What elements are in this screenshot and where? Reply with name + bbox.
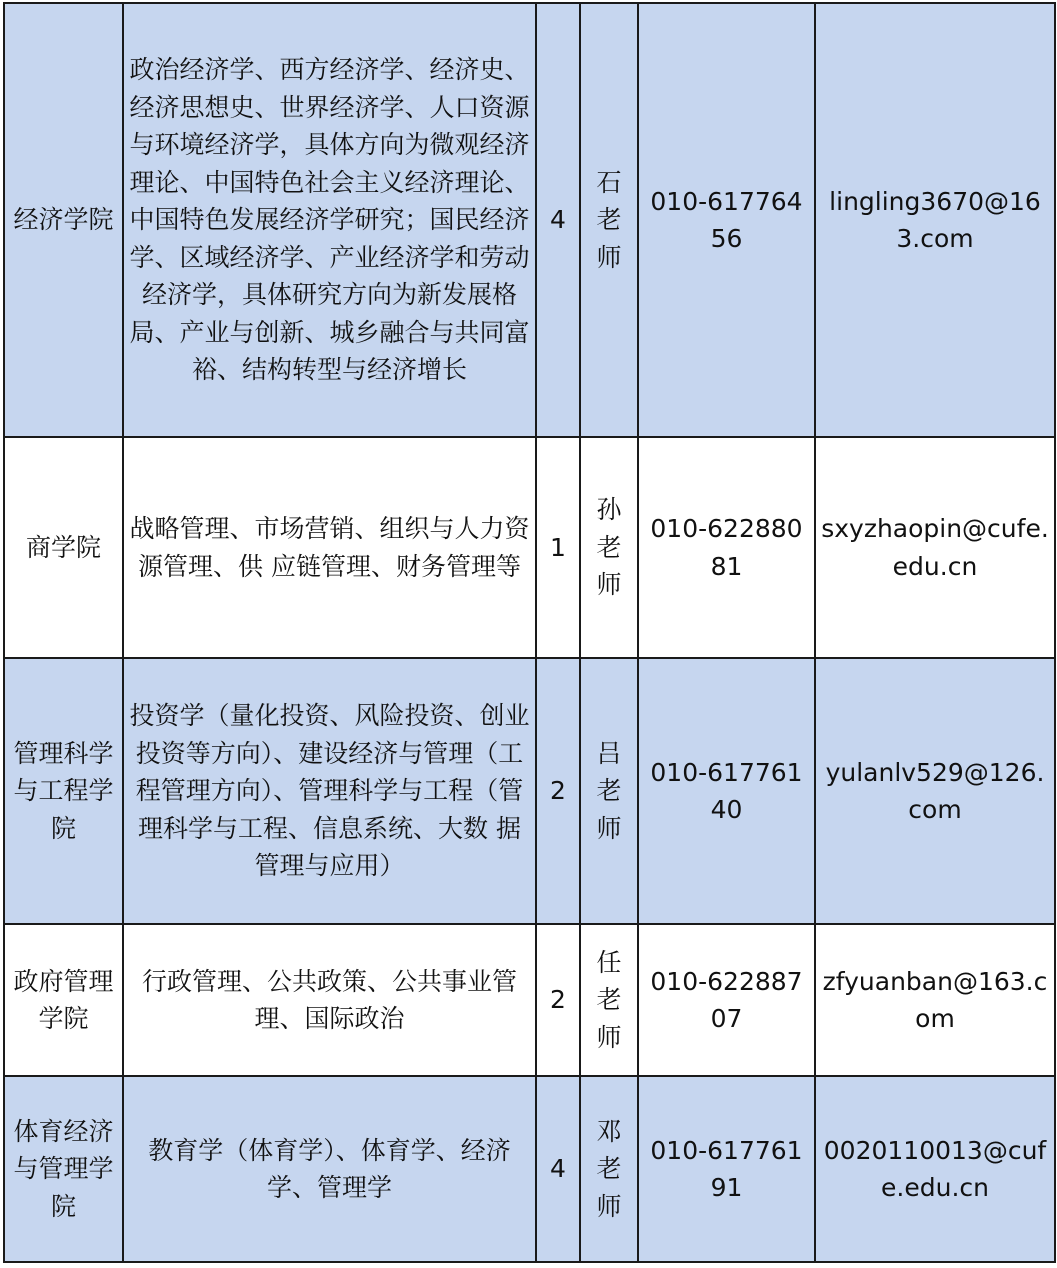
- college-cell: 体育经济与管理学院: [4, 1076, 123, 1262]
- phone-cell: 010-62288081: [638, 437, 815, 658]
- table-row: [4, 658, 1055, 924]
- table-row: [4, 1076, 1055, 1262]
- table-row: [4, 924, 1055, 1076]
- email-cell: yulanlv529@126.com: [815, 658, 1055, 924]
- teacher-name: 邓老师: [596, 1116, 622, 1221]
- majors-cell: 教育学（体育学）、体育学、经济学、管理学: [123, 1076, 536, 1262]
- recruitment-table: [3, 2, 1056, 1263]
- majors-cell: 投资学（量化投资、风险投资、创业投资等方向）、建设经济与管理（工程管理方向）、管理科学与工程（管理科学与工程、信息系统、大数 据管理与应用）: [123, 658, 536, 924]
- majors-cell: 行政管理、公共政策、公共事业管理、国际政治: [123, 924, 536, 1076]
- email-cell: zfyuanban@163.com: [815, 924, 1055, 1076]
- college-cell: 政府管理学院: [4, 924, 123, 1076]
- teacher-name: 石老师: [596, 167, 622, 272]
- teacher-cell: [580, 3, 638, 437]
- majors-cell: 政治经济学、西方经济学、经济史、经济思想史、世界经济学、人口资源与环境经济学，具体方向为微观经济理论、中国特色社会主义经济理论、中国特色发展经济学研究；国民经济学、区域经济学、产业经济学和劳动经济学，具体研究方向为新发展格局、产业与创新、城乡融合与共同富裕、结构转型与经济增长: [123, 3, 536, 437]
- count-cell: 2: [536, 924, 580, 1076]
- phone-cell: 010-61776456: [638, 3, 815, 437]
- teacher-cell: [580, 658, 638, 924]
- email-cell: sxyzhaopin@cufe.edu.cn: [815, 437, 1055, 658]
- majors-cell: 战略管理、市场营销、组织与人力资源管理、供 应链管理、财务管理等: [123, 437, 536, 658]
- count-cell: 4: [536, 1076, 580, 1262]
- count-cell: 4: [536, 3, 580, 437]
- teacher-cell: [580, 1076, 638, 1262]
- college-cell: 商学院: [4, 437, 123, 658]
- teacher-cell: [580, 924, 638, 1076]
- email-cell: lingling3670@163.com: [815, 3, 1055, 437]
- phone-cell: 010-61776140: [638, 658, 815, 924]
- count-cell: 2: [536, 658, 580, 924]
- phone-cell: 010-62288707: [638, 924, 815, 1076]
- teacher-name: 任老师: [596, 947, 622, 1052]
- college-cell: 管理科学与工程学院: [4, 658, 123, 924]
- email-cell: 0020110013@cufe.edu.cn: [815, 1076, 1055, 1262]
- teacher-name: 孙老师: [596, 495, 622, 600]
- teacher-name: 吕老师: [596, 738, 622, 843]
- teacher-cell: [580, 437, 638, 658]
- college-cell: 经济学院: [4, 3, 123, 437]
- phone-cell: 010-61776191: [638, 1076, 815, 1262]
- table-row: [4, 437, 1055, 658]
- count-cell: 1: [536, 437, 580, 658]
- table-row: [4, 3, 1055, 437]
